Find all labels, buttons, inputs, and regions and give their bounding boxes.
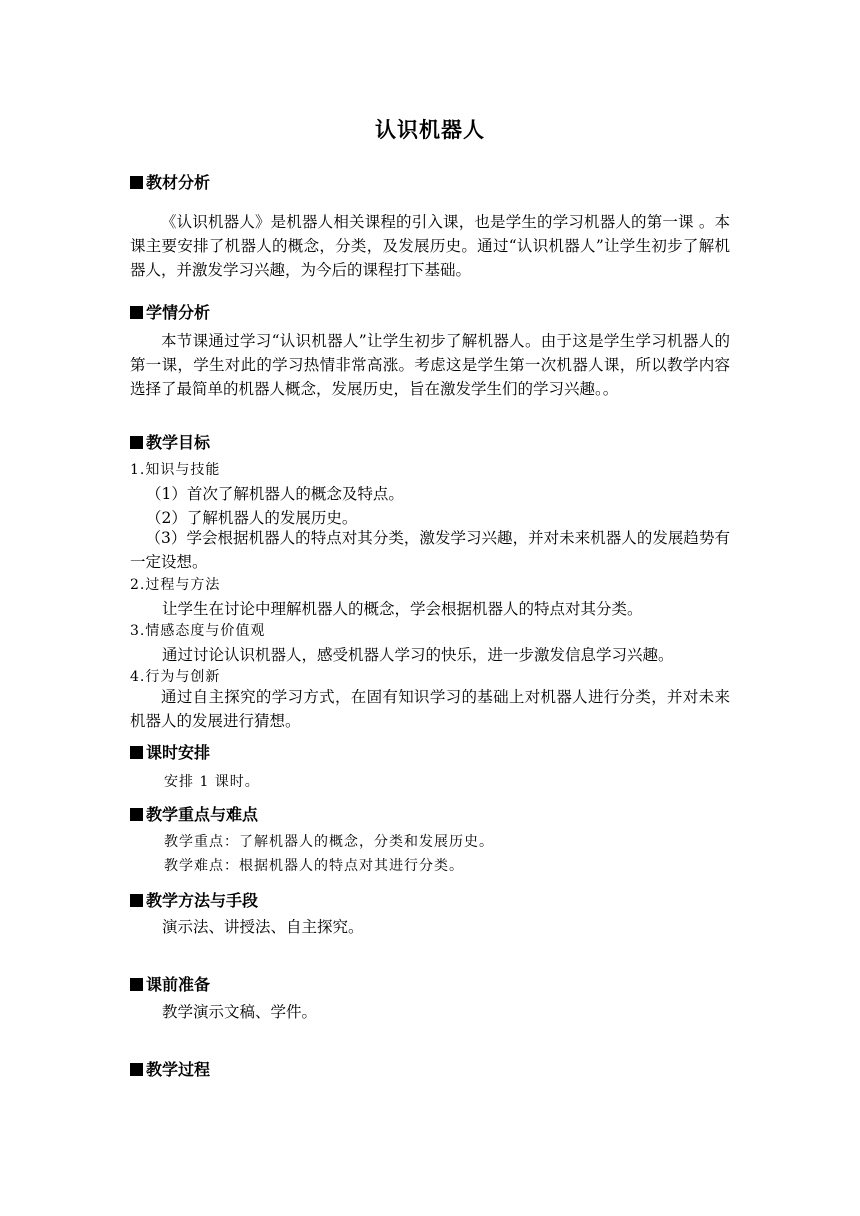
square-bullet-icon — [130, 894, 143, 907]
goal-knowledge-item-1: （1）首次了解机器人的概念及特点。 — [146, 485, 404, 503]
section-heading-keypoints: 教学重点与难点 — [130, 802, 258, 825]
goal-behavior-text: 通过自主探究的学习方式，在固有知识学习的基础上对机器人进行分类，并对未来机器人的发展进行猜想。 — [130, 688, 730, 730]
students-paragraph: 本节课通过学习“认识机器人”让学生初步了解机器人。由于这是学生学习机器人的第一课，学生对此的学习热情非常高涨。考虑这是学生第一次机器人课，所以教学内容选择了最简单的机器人概念，发展历史，旨在激发学生们的学习兴趣。。 — [130, 332, 730, 398]
schedule-text: 安排 1 课时。 — [164, 774, 260, 790]
section-heading-analysis: 教材分析 — [130, 170, 210, 193]
goal-knowledge-item-3: （3）学会根据机器人的特点对其分类，激发学习兴趣，并对未来机器人的发展趋势有一定设想。 — [130, 529, 730, 571]
goal-knowledge-title: 1.知识与技能 — [130, 462, 221, 478]
keypoint-focus: 教学重点：了解机器人的概念，分类和发展历史。 — [164, 834, 494, 850]
goal-knowledge-item-2: （2）了解机器人的发展历史。 — [146, 509, 358, 527]
section-heading-schedule: 课时安排 — [130, 740, 210, 763]
section-heading-students: 学情分析 — [130, 300, 210, 323]
prep-text: 教学演示文稿、学件。 — [162, 1003, 318, 1021]
goal-behavior-title: 4.行为与创新 — [130, 669, 221, 685]
square-bullet-icon — [130, 306, 143, 319]
section-heading-prep: 课前准备 — [130, 972, 210, 995]
document-title: 认识机器人 — [375, 118, 485, 142]
analysis-paragraph: 《认识机器人》是机器人相关课程的引入课，也是学生的学习机器人的第一课 。本课主要安排了机器人的概念，分类，及发展历史。通过“认识机器人”让学生初步了解机器人，并激发学习兴趣，为今后的课程打下基础。 — [130, 213, 730, 279]
goal-process-text: 让学生在讨论中理解机器人的概念，学会根据机器人的特点对其分类。 — [162, 600, 643, 618]
square-bullet-icon — [130, 978, 143, 991]
methods-text: 演示法、讲授法、自主探究。 — [162, 918, 364, 936]
square-bullet-icon — [130, 746, 143, 759]
goal-emotion-title: 3.情感态度与价值观 — [130, 623, 266, 639]
square-bullet-icon — [130, 436, 143, 449]
square-bullet-icon — [130, 808, 143, 821]
goal-process-title: 2.过程与方法 — [130, 577, 221, 593]
square-bullet-icon — [130, 176, 143, 189]
keypoint-difficulty: 教学难点：根据机器人的特点对其进行分类。 — [164, 858, 464, 874]
section-heading-goals: 教学目标 — [130, 430, 210, 453]
square-bullet-icon — [130, 1063, 143, 1076]
section-heading-methods: 教学方法与手段 — [130, 888, 258, 911]
goal-emotion-text: 通过讨论认识机器人，感受机器人学习的快乐，进一步激发信息学习兴趣。 — [162, 646, 674, 664]
section-heading-process: 教学过程 — [130, 1057, 210, 1080]
